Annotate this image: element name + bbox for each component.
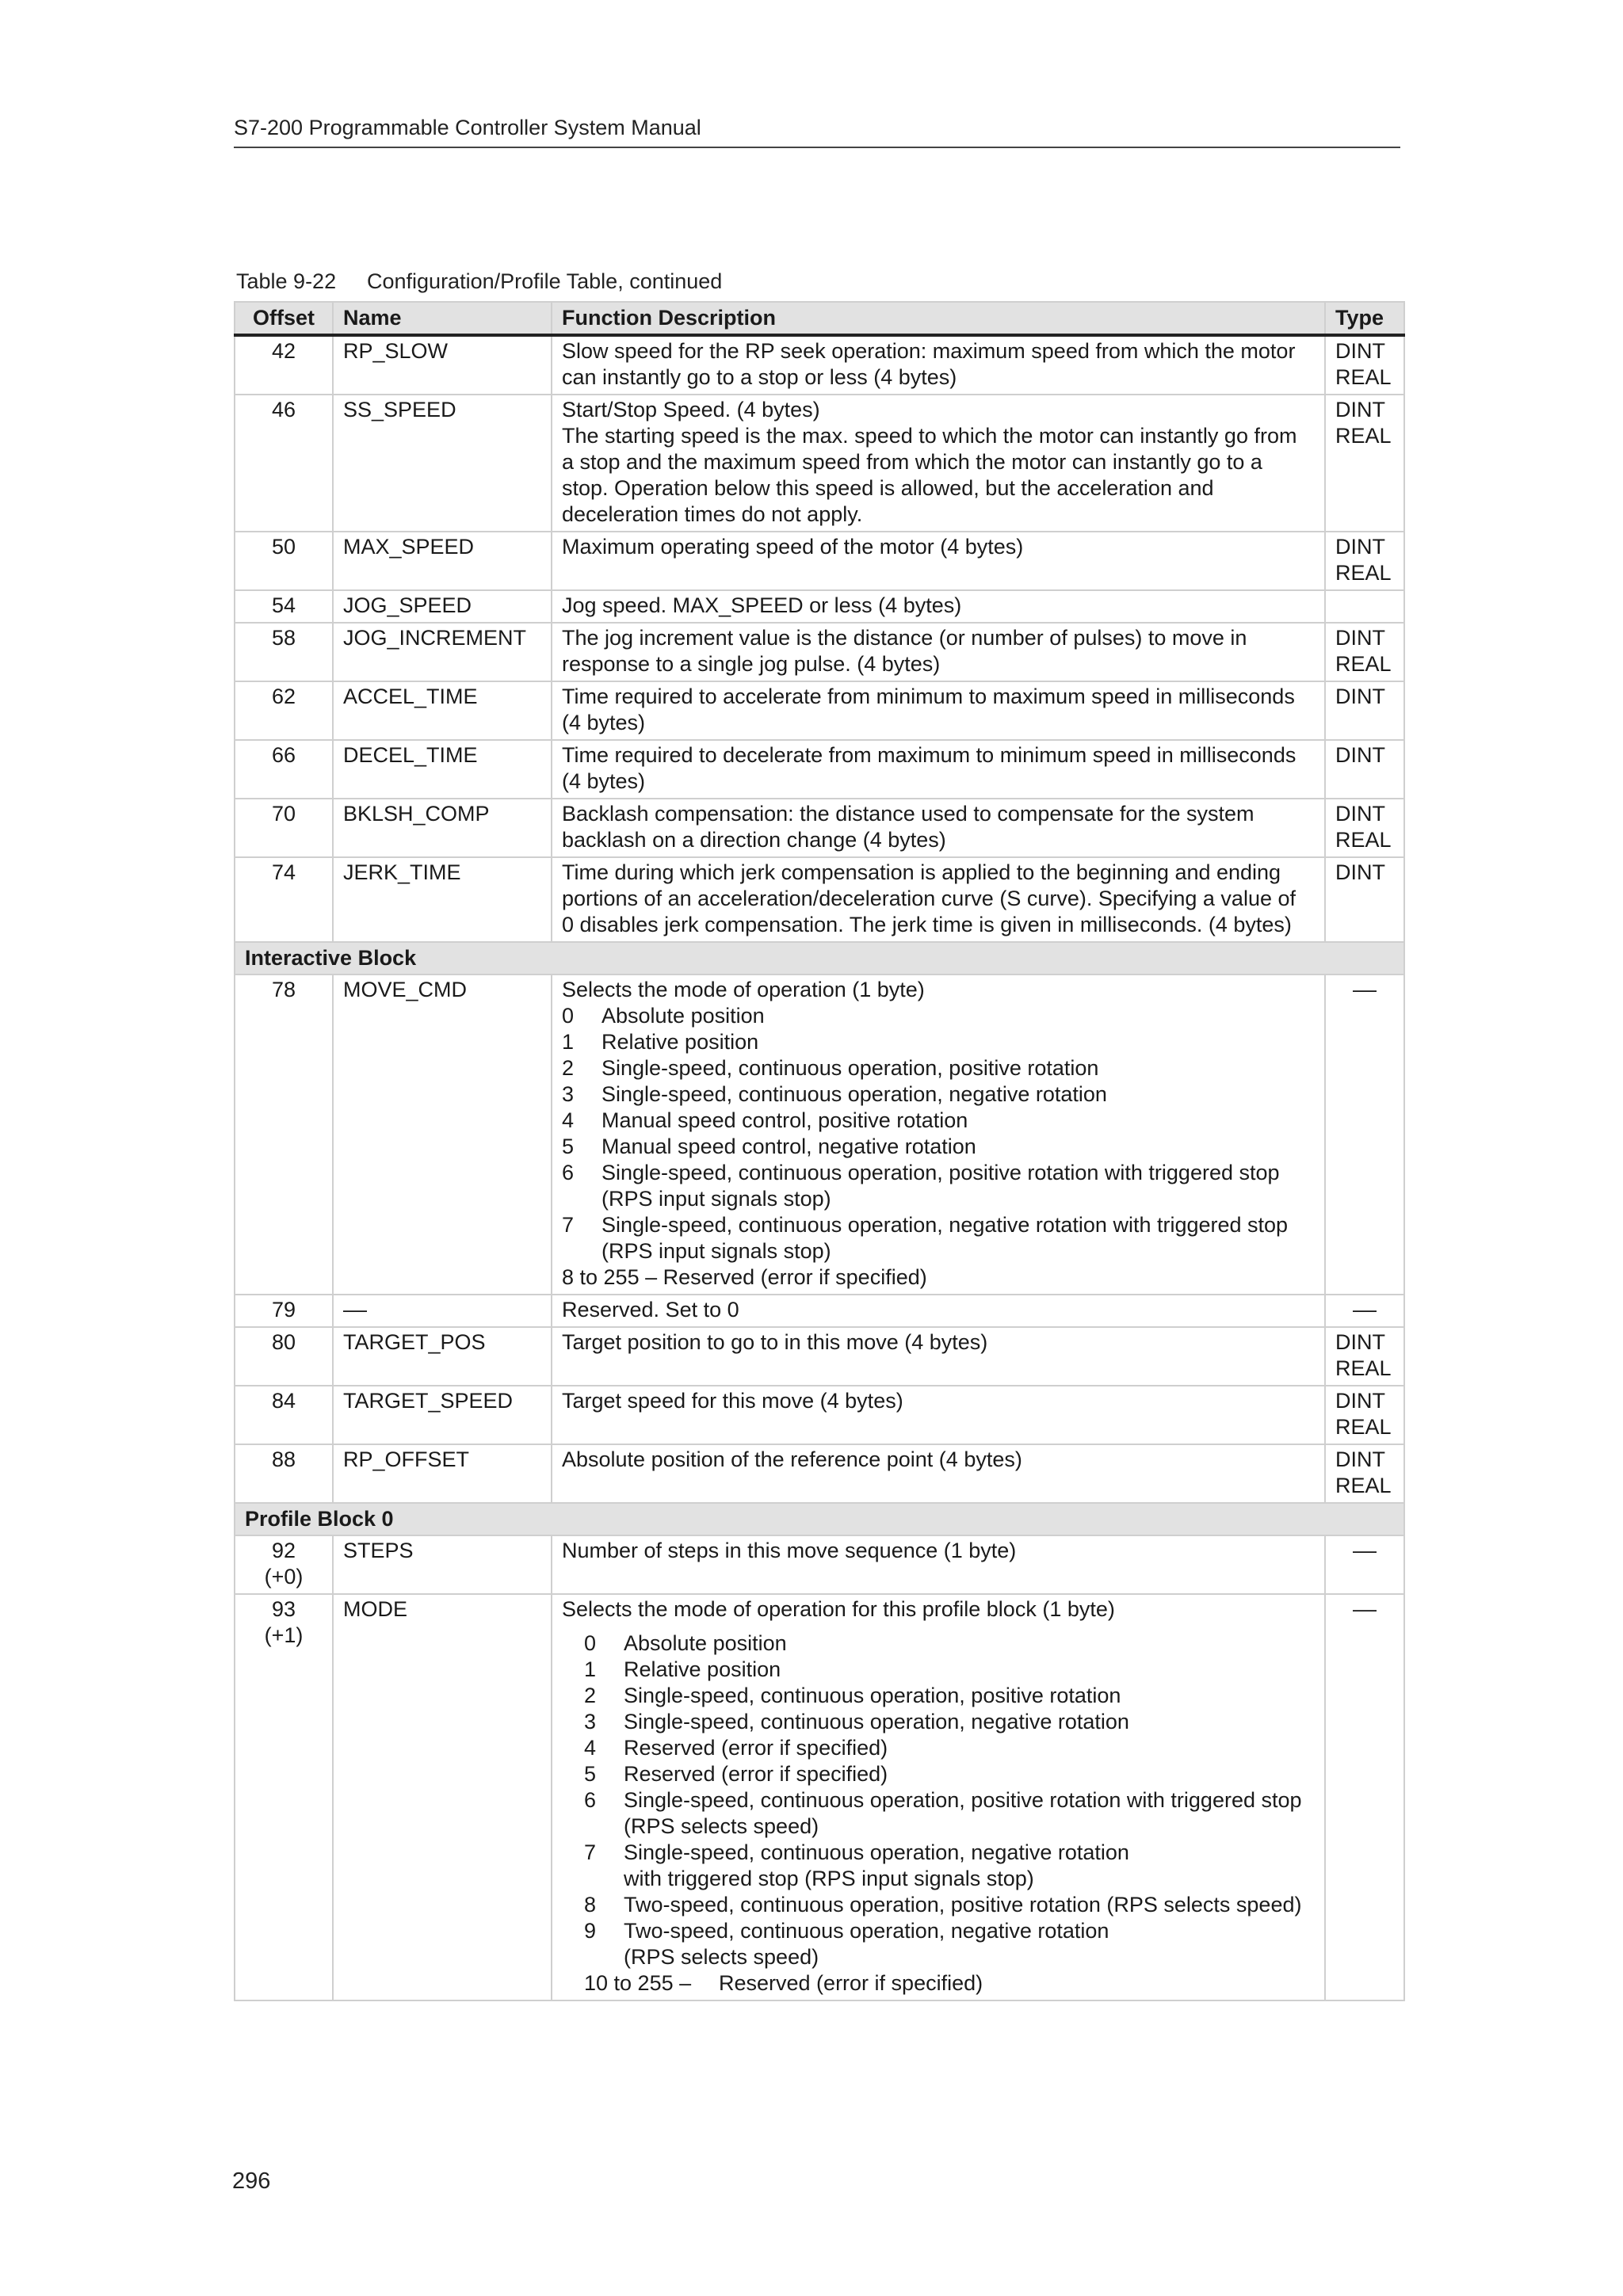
- option-item: [584, 1918, 1315, 1970]
- cell-offset: 78: [235, 974, 333, 1295]
- cell-type: [1325, 1327, 1404, 1386]
- page-number: 296: [232, 2168, 271, 2194]
- option-text: [601, 1212, 1315, 1264]
- cell-description: [552, 623, 1325, 681]
- option-text: [624, 1892, 1315, 1918]
- table-body-basic: [235, 335, 1404, 942]
- table-body-profile: [235, 1503, 1404, 2000]
- cell-offset: [235, 1535, 333, 1594]
- section-title: Interactive Block: [235, 942, 1404, 974]
- table-row: [235, 395, 1404, 532]
- table-row-mode: [235, 1594, 1404, 2000]
- offset-relative: (+0): [264, 1565, 304, 1589]
- cell-description: [552, 799, 1325, 857]
- column-header-offset: Offset: [235, 302, 333, 335]
- option-item: [584, 1787, 1315, 1840]
- cell-description: [552, 1444, 1325, 1503]
- type-value: DINT: [1335, 802, 1385, 826]
- description-line: a stop and the maximum speed from which the motor can instantly go to a: [562, 450, 1262, 474]
- option-number: 2: [562, 1056, 575, 1080]
- option-item: [584, 1761, 1315, 1787]
- range-label: 10 to 255 –: [584, 1971, 692, 1995]
- option-number: 3: [584, 1710, 597, 1733]
- section-row-profile-block-0: [235, 1503, 1404, 1535]
- cell-type: [1325, 1295, 1404, 1327]
- cell-name: MAX_SPEED: [333, 532, 552, 590]
- option-number: 7: [562, 1213, 575, 1237]
- description-line: (4 bytes): [562, 769, 646, 793]
- option-text: [624, 1709, 1315, 1735]
- description-line: The starting speed is the max. speed to which the motor can instantly go from: [562, 424, 1297, 448]
- table-row: [235, 1444, 1404, 1503]
- description-line: can instantly go to a stop or less (4 bytes): [562, 365, 957, 389]
- option-text-line: Single-speed, continuous operation, negative rotation with triggered stop: [601, 1213, 1289, 1237]
- configuration-profile-table: [234, 301, 1405, 2001]
- cell-name: STEPS: [333, 1535, 552, 1594]
- offset-absolute: 93: [271, 1597, 296, 1621]
- table-row-steps: [235, 1535, 1404, 1594]
- option-text: [624, 1630, 1315, 1657]
- cell-description: [552, 681, 1325, 740]
- cell-offset: 62: [235, 681, 333, 740]
- option-number: 3: [562, 1082, 575, 1106]
- type-value: DINT: [1335, 398, 1385, 421]
- cell-type: [1325, 1386, 1404, 1444]
- table-row: [235, 1327, 1404, 1386]
- cell-name: JERK_TIME: [333, 857, 552, 942]
- type-value: DINT: [1335, 535, 1385, 559]
- option-number: 4: [562, 1108, 575, 1132]
- cell-offset: 66: [235, 740, 333, 799]
- cell-type: [1325, 623, 1404, 681]
- option-item: [562, 1055, 1315, 1081]
- cell-type: [1325, 799, 1404, 857]
- table-caption-title: Configuration/Profile Table, continued: [367, 269, 723, 293]
- option-text-line: Absolute position: [624, 1631, 787, 1655]
- cell-type: [1325, 335, 1404, 395]
- cell-name: DECEL_TIME: [333, 740, 552, 799]
- option-text: [601, 1029, 1315, 1055]
- type-value: DINT: [1335, 1389, 1385, 1413]
- running-header: S7-200 Programmable Controller System Manual: [234, 116, 1400, 148]
- option-list: [562, 1630, 1315, 1970]
- option-text-line: Two-speed, continuous operation, positive rotation (RPS selects speed): [624, 1893, 1302, 1917]
- description-line: backlash on a direction change (4 bytes): [562, 828, 946, 852]
- cell-offset: 79: [235, 1295, 333, 1327]
- cell-name: JOG_INCREMENT: [333, 623, 552, 681]
- cell-name: BKLSH_COMP: [333, 799, 552, 857]
- cell-description: [552, 974, 1325, 1295]
- option-item: [584, 1630, 1315, 1657]
- description-intro: Selects the mode of operation (1 byte): [562, 978, 925, 1001]
- cell-type: [1325, 395, 1404, 532]
- description-line: Jog speed. MAX_SPEED or less (4 bytes): [562, 593, 962, 617]
- type-value: REAL: [1335, 365, 1392, 389]
- option-text-line: (RPS input signals stop): [601, 1187, 831, 1211]
- description-line: Target position to go to in this move (4 bytes): [562, 1330, 988, 1354]
- option-text: [624, 1787, 1315, 1840]
- option-text: [624, 1761, 1315, 1787]
- column-header-type: Type: [1325, 302, 1404, 335]
- cell-description: [552, 395, 1325, 532]
- description-line: Reserved. Set to 0: [562, 1298, 739, 1322]
- type-value: DINT: [1335, 685, 1385, 708]
- cell-type: [1325, 532, 1404, 590]
- description-line: deceleration times do not apply.: [562, 502, 863, 526]
- cell-offset: 54: [235, 590, 333, 623]
- type-value: DINT: [1335, 1447, 1385, 1471]
- type-value: REAL: [1335, 424, 1392, 448]
- option-text-line: Single-speed, continuous operation, negative rotation: [601, 1082, 1107, 1106]
- table-caption: [236, 269, 722, 294]
- cell-description: [552, 1594, 1325, 2000]
- column-header-name: Name: [333, 302, 552, 335]
- cell-type: ––: [1325, 1594, 1404, 2000]
- cell-type: [1325, 857, 1404, 942]
- option-text-line: Single-speed, continuous operation, negative rotation: [624, 1840, 1129, 1864]
- option-item: [562, 1134, 1315, 1160]
- table-row-move-cmd: [235, 974, 1404, 1295]
- description-line: Slow speed for the RP seek operation: maximum speed from which the motor: [562, 339, 1296, 363]
- option-text-line: (RPS input signals stop): [601, 1239, 831, 1263]
- option-text-line: Single-speed, continuous operation, positive rotation: [624, 1684, 1121, 1707]
- option-text: [624, 1657, 1315, 1683]
- cell-type: ––: [1325, 1535, 1404, 1594]
- option-number: 6: [562, 1161, 575, 1184]
- option-item: [584, 1840, 1315, 1892]
- table-row: [235, 681, 1404, 740]
- cell-name: TARGET_SPEED: [333, 1386, 552, 1444]
- table-row: [235, 1295, 1404, 1327]
- table-body-targets: [235, 1295, 1404, 1503]
- option-list: [562, 1003, 1315, 1264]
- option-number: 8: [584, 1893, 597, 1917]
- cell-type: [1325, 681, 1404, 740]
- description-line: Time required to decelerate from maximum to minimum speed in milliseconds: [562, 743, 1296, 767]
- description-line: The jog increment value is the distance (or number of pulses) to move in: [562, 626, 1247, 650]
- cell-name: RP_SLOW: [333, 335, 552, 395]
- option-number: 0: [562, 1004, 575, 1028]
- option-text: [601, 1108, 1315, 1134]
- option-item: [562, 1029, 1315, 1055]
- table-row: [235, 335, 1404, 395]
- cell-description: [552, 532, 1325, 590]
- type-value: REAL: [1335, 828, 1392, 852]
- option-text: [601, 1081, 1315, 1108]
- option-item: [584, 1892, 1315, 1918]
- cell-description: [552, 335, 1325, 395]
- cell-offset: 80: [235, 1327, 333, 1386]
- option-text-line: (RPS selects speed): [624, 1814, 819, 1838]
- option-text: [624, 1918, 1315, 1970]
- type-value: DINT: [1335, 743, 1385, 767]
- option-item: [584, 1657, 1315, 1683]
- option-item: [584, 1709, 1315, 1735]
- option-text-line: Manual speed control, positive rotation: [601, 1108, 968, 1132]
- option-text-line: Single-speed, continuous operation, positive rotation with triggered stop: [624, 1788, 1302, 1812]
- cell-name: ACCEL_TIME: [333, 681, 552, 740]
- offset-relative: (+1): [264, 1623, 304, 1647]
- option-text-line: Manual speed control, negative rotation: [601, 1135, 976, 1158]
- option-text-line: Single-speed, continuous operation, positive rotation: [601, 1056, 1099, 1080]
- option-text-line: Relative position: [624, 1657, 781, 1681]
- option-item: [562, 1003, 1315, 1029]
- table-row: [235, 740, 1404, 799]
- description-tail: [562, 1970, 1315, 1997]
- column-header-description: Function Description: [552, 302, 1325, 335]
- description-line: portions of an acceleration/deceleration curve (S curve). Specifying a value of: [562, 887, 1296, 910]
- cell-type: ––: [1325, 974, 1404, 1295]
- cell-description: [552, 590, 1325, 623]
- cell-name: JOG_SPEED: [333, 590, 552, 623]
- table-row: [235, 857, 1404, 942]
- description-line: Target speed for this move (4 bytes): [562, 1389, 903, 1413]
- option-item: [584, 1735, 1315, 1761]
- option-number: 5: [562, 1135, 575, 1158]
- cell-description: [552, 1386, 1325, 1444]
- table-row: [235, 1386, 1404, 1444]
- option-text-line: Two-speed, continuous operation, negative rotation: [624, 1919, 1109, 1943]
- cell-name: MODE: [333, 1594, 552, 2000]
- description-line: Time required to accelerate from minimum to maximum speed in milliseconds: [562, 685, 1295, 708]
- cell-description: [552, 857, 1325, 942]
- description-line: 0 disables jerk compensation. The jerk time is given in milliseconds. (4 bytes): [562, 913, 1292, 936]
- cell-offset: 84: [235, 1386, 333, 1444]
- option-item: [562, 1081, 1315, 1108]
- cell-offset: 46: [235, 395, 333, 532]
- option-text-line: Reserved (error if specified): [624, 1762, 888, 1786]
- description-line: (4 bytes): [562, 711, 646, 734]
- description-line: stop. Operation below this speed is allowed, but the acceleration and: [562, 476, 1214, 500]
- offset-absolute: 92: [271, 1539, 296, 1562]
- cell-offset: [235, 1594, 333, 2000]
- cell-offset: 70: [235, 799, 333, 857]
- type-value: DINT: [1335, 339, 1385, 363]
- option-text-line: Absolute position: [601, 1004, 765, 1028]
- cell-offset: 42: [235, 335, 333, 395]
- cell-description: [552, 1327, 1325, 1386]
- table-row: [235, 623, 1404, 681]
- description-tail: 8 to 255 – Reserved (error if specified): [562, 1265, 927, 1289]
- cell-offset: 58: [235, 623, 333, 681]
- cell-offset: 74: [235, 857, 333, 942]
- option-text-line: (RPS selects speed): [624, 1945, 819, 1969]
- option-number: 7: [584, 1840, 597, 1864]
- table-header-row: [235, 302, 1404, 335]
- cell-name: TARGET_POS: [333, 1327, 552, 1386]
- option-text-line: Single-speed, continuous operation, positive rotation with triggered stop: [601, 1161, 1280, 1184]
- option-number: 6: [584, 1788, 597, 1812]
- cell-name: RP_OFFSET: [333, 1444, 552, 1503]
- type-value: REAL: [1335, 1415, 1392, 1439]
- description-line: response to a single jog pulse. (4 bytes): [562, 652, 941, 676]
- range-text: Reserved (error if specified): [719, 1971, 983, 1995]
- type-value: REAL: [1335, 652, 1392, 676]
- option-number: 0: [584, 1631, 597, 1655]
- description-line: Time during which jerk compensation is applied to the beginning and ending: [562, 860, 1281, 884]
- option-text: [624, 1683, 1315, 1709]
- option-item: [562, 1212, 1315, 1264]
- cell-name: ––: [333, 1295, 552, 1327]
- type-value: DINT: [1335, 860, 1385, 884]
- option-number: 9: [584, 1919, 597, 1943]
- option-item: [562, 1108, 1315, 1134]
- option-number: 2: [584, 1684, 597, 1707]
- type-value: DINT: [1335, 1330, 1385, 1354]
- table-row: [235, 532, 1404, 590]
- table-caption-id: Table 9-22: [236, 269, 337, 293]
- option-text: [601, 1160, 1315, 1212]
- option-item: [584, 1683, 1315, 1709]
- option-text-line: Single-speed, continuous operation, negative rotation: [624, 1710, 1129, 1733]
- cell-description: Number of steps in this move sequence (1 byte): [552, 1535, 1325, 1594]
- type-value: REAL: [1335, 1474, 1392, 1497]
- table-row: [235, 590, 1404, 623]
- option-text: [601, 1003, 1315, 1029]
- description-line: Start/Stop Speed. (4 bytes): [562, 398, 820, 421]
- option-text: [601, 1055, 1315, 1081]
- description-line: Backlash compensation: the distance used to compensate for the system: [562, 802, 1254, 826]
- cell-offset: 88: [235, 1444, 333, 1503]
- section-title: Profile Block 0: [235, 1503, 1404, 1535]
- cell-name: SS_SPEED: [333, 395, 552, 532]
- type-value: ––: [1352, 1298, 1377, 1322]
- cell-type: [1325, 740, 1404, 799]
- option-number: 4: [584, 1736, 597, 1760]
- type-value: REAL: [1335, 1356, 1392, 1380]
- description-line: Maximum operating speed of the motor (4 bytes): [562, 535, 1024, 559]
- option-text: [624, 1735, 1315, 1761]
- option-number: 1: [562, 1030, 575, 1054]
- table-body-interactive: [235, 942, 1404, 1295]
- option-text-line: Reserved (error if specified): [624, 1736, 888, 1760]
- cell-name: MOVE_CMD: [333, 974, 552, 1295]
- cell-type: [1325, 590, 1404, 623]
- option-item: [562, 1160, 1315, 1212]
- description-line: Absolute position of the reference point (4 bytes): [562, 1447, 1022, 1471]
- cell-description: [552, 740, 1325, 799]
- option-number: 5: [584, 1762, 597, 1786]
- option-text: [624, 1840, 1315, 1892]
- option-text-line: Relative position: [601, 1030, 759, 1054]
- type-value: DINT: [1335, 626, 1385, 650]
- type-value: REAL: [1335, 561, 1392, 585]
- cell-type: [1325, 1444, 1404, 1503]
- cell-description: [552, 1295, 1325, 1327]
- section-row-interactive-block: [235, 942, 1404, 974]
- table-row: [235, 799, 1404, 857]
- option-number: 1: [584, 1657, 597, 1681]
- cell-offset: 50: [235, 532, 333, 590]
- description-intro: Selects the mode of operation for this profile block (1 byte): [562, 1597, 1115, 1621]
- option-text-line: with triggered stop (RPS input signals stop): [624, 1867, 1034, 1890]
- option-text: [601, 1134, 1315, 1160]
